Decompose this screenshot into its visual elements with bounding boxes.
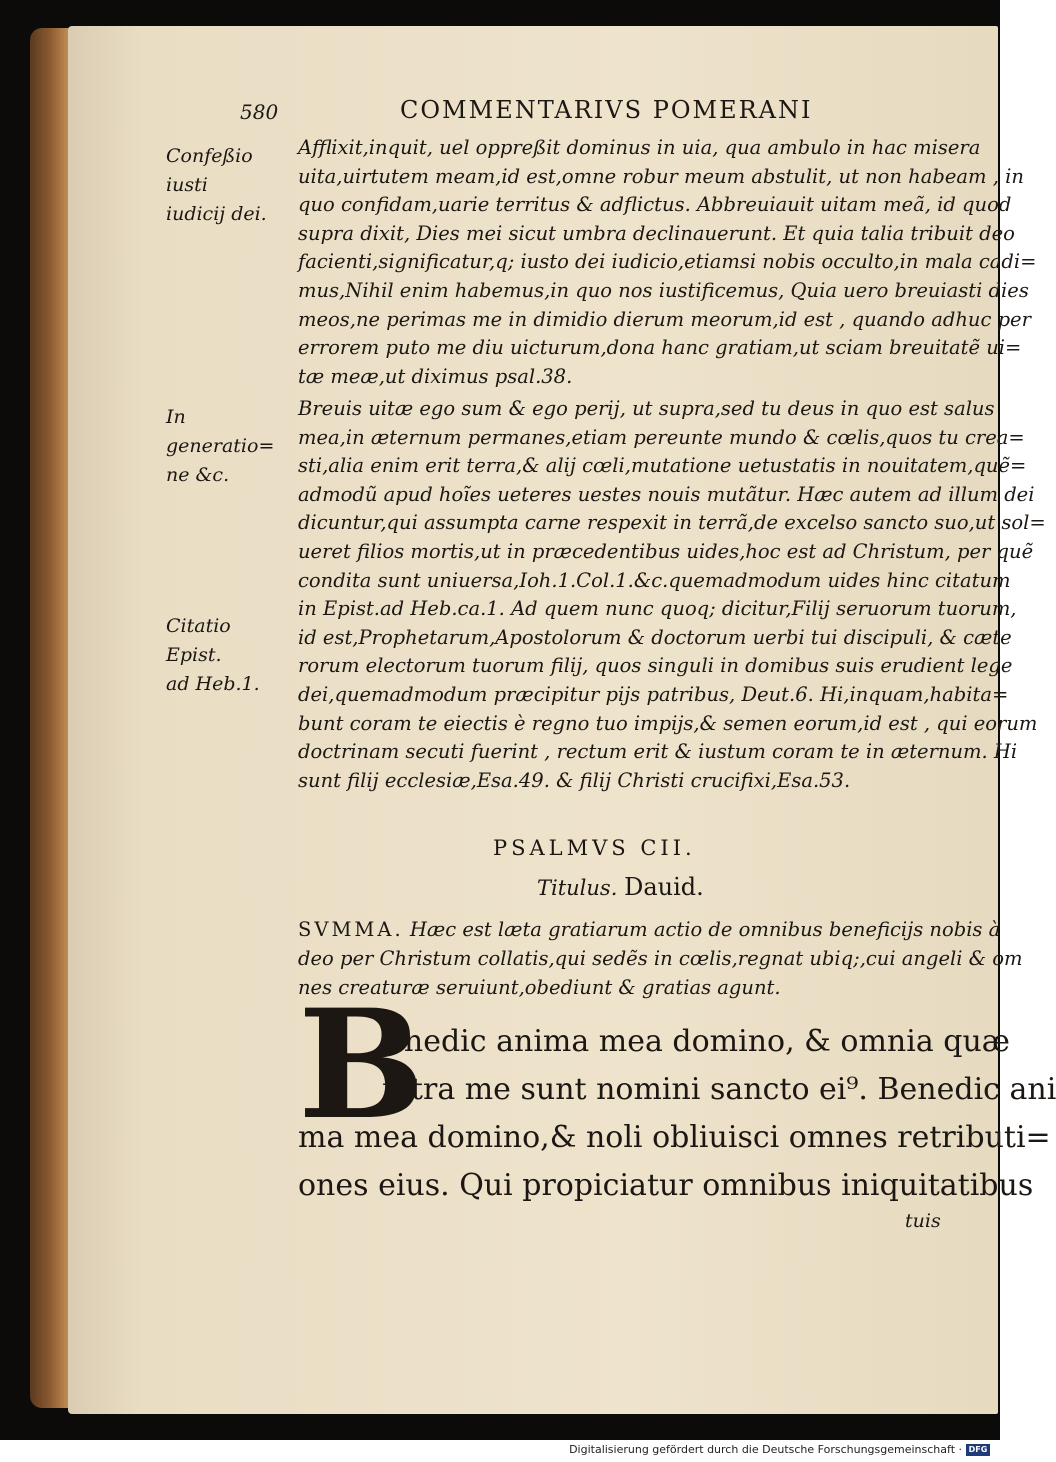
psalm-line: Enedic anima mea domino, & omnia quæ (382, 1024, 1010, 1059)
text-line: sti,alia enim erit terra,& alij cœli,mutatione uetustatis in nouitatem,quẽ= (298, 454, 1027, 478)
psalm-text-full (298, 1114, 1051, 1210)
marginal-line: In generatio= (166, 406, 275, 457)
text-line: sunt filij ecclesiæ,Esa.49. & filij Christi crucifixi,Esa.53. (298, 768, 851, 792)
psalm-line: intra me sunt nomini sancto ei⁹. Benedic ani (382, 1072, 1056, 1107)
summa-line: nes creaturæ seruiunt,obediunt & gratias agunt. (298, 976, 781, 999)
psalm-line: ma mea domino,& noli obliuisci omnes retributi= (298, 1120, 1051, 1155)
text-line: doctrinam secuti fuerint , rectum erit & iustum coram te in æternum. Hi (298, 740, 1018, 764)
text-line: dicuntur,qui assumpta carne respexit in terrã,de excelso sancto suo,ut sol= (298, 511, 1046, 535)
psalm-heading: PSALMVS CII. (493, 836, 696, 860)
marginal-note-1 (166, 142, 291, 229)
commentary-paragraph-1 (298, 134, 1037, 391)
dfg-logo: DFG (966, 1444, 990, 1456)
marginal-note-2 (166, 403, 291, 490)
psalm-titulus (537, 873, 704, 901)
marginal-line: ne &c. (166, 464, 230, 486)
text-line: mus,Nihil enim habemus,in quo nos iustificemus, Quia uero breuiasti dies (298, 278, 1029, 302)
marginal-line: Confeßio iusti (166, 145, 253, 196)
text-line: facienti,significatur,q; iusto dei iudicio,etiamsi nobis occulto,in mala cadi= (298, 250, 1037, 274)
text-line: supra dixit, Dies mei sicut umbra declinauerunt. Et quia talia tribuit deo (298, 221, 1015, 245)
titulus-value: Dauid. (624, 873, 704, 901)
text-line: condita sunt uniuersa,Ioh.1.Col.1.&c.quemadmodum uides hinc citatum (298, 568, 1011, 592)
catchword: tuis (905, 1210, 941, 1232)
psalm-line: ones eius. Qui propiciatur omnibus iniquitatibus (298, 1168, 1034, 1203)
page-number: 580 (240, 100, 279, 124)
marginal-line: iudicij dei. (166, 203, 267, 225)
marginal-note-3 (166, 612, 291, 699)
digitization-credit (569, 1443, 990, 1456)
running-head: COMMENTARIVS POMERANI (400, 96, 813, 124)
text-line: Afflixit,inquit, uel oppreßit dominus in uia, qua ambulo in hac misera (298, 136, 981, 159)
summa-label: SVMMA. (298, 918, 404, 941)
text-line: admodũ apud hoĩes ueteres uestes nouis mutãtur. Hæc autem ad illum dei (298, 482, 1035, 506)
marginal-line: ad Heb.1. (166, 673, 260, 695)
text-line: rorum electorum tuorum filij, quos singuli in domibus suis erudient lege (298, 654, 1013, 678)
text-line: mea,in æternum permanes,etiam pereunte mundo & cœlis,quos tu crea= (298, 425, 1025, 449)
text-line: Breuis uitæ ego sum & ego perij, ut supra,sed tu deus in quo est salus (298, 397, 995, 420)
text-line: bunt coram te eiectis è regno tuo impijs,& semen eorum,id est , qui eorum (298, 711, 1038, 735)
text-line: meos,ne perimas me in dimidio dierum meorum,id est , quando adhuc per (298, 307, 1031, 331)
text-line: errorem puto me diu uicturum,dona hanc gratiam,ut sciam breuitatẽ ui= (298, 336, 1022, 360)
text-line: id est,Prophetarum,Apostolorum & doctorum uerbi tui discipuli, & cæte (298, 625, 1012, 649)
summa-line: Hæc est læta gratiarum actio de omnibus beneficijs nobis à (409, 918, 1001, 941)
text-line: dei,quemadmodum præcipitur pijs patribus, Deut.6. Hi,inquam,habita= (298, 682, 1009, 706)
marginal-line: Citatio Epist. (166, 615, 231, 666)
text-line: tæ meæ,ut diximus psal.38. (298, 364, 573, 388)
commentary-paragraph-2 (298, 395, 1046, 795)
text-line: quo confidam,uarie territus & adflictus. Abbreuiauit uitam meã, id quod (298, 193, 1012, 217)
credit-text: Digitalisierung gefördert durch die Deutsche Forschungsgemeinschaft · (569, 1443, 962, 1456)
text-line: uita,uirtutem meam,id est,omne robur meum abstulit, ut non habeam , in (298, 164, 1024, 188)
titulus-label: Titulus. (537, 876, 618, 900)
text-line: ueret filios mortis,ut in præcedentibus uides,hoc est ad Christum, per quẽ (298, 539, 1034, 563)
summa-line: deo per Christum collatis,qui sedẽs in cœlis,regnat ubiq;,cui angeli & om (298, 947, 1023, 970)
text-line: in Epist.ad Heb.ca.1. Ad quem nunc quoq; dicitur,Filij seruorum tuorum, (298, 597, 1017, 621)
drop-cap: B (298, 977, 425, 1153)
psalm-text-indented (382, 1018, 1056, 1114)
